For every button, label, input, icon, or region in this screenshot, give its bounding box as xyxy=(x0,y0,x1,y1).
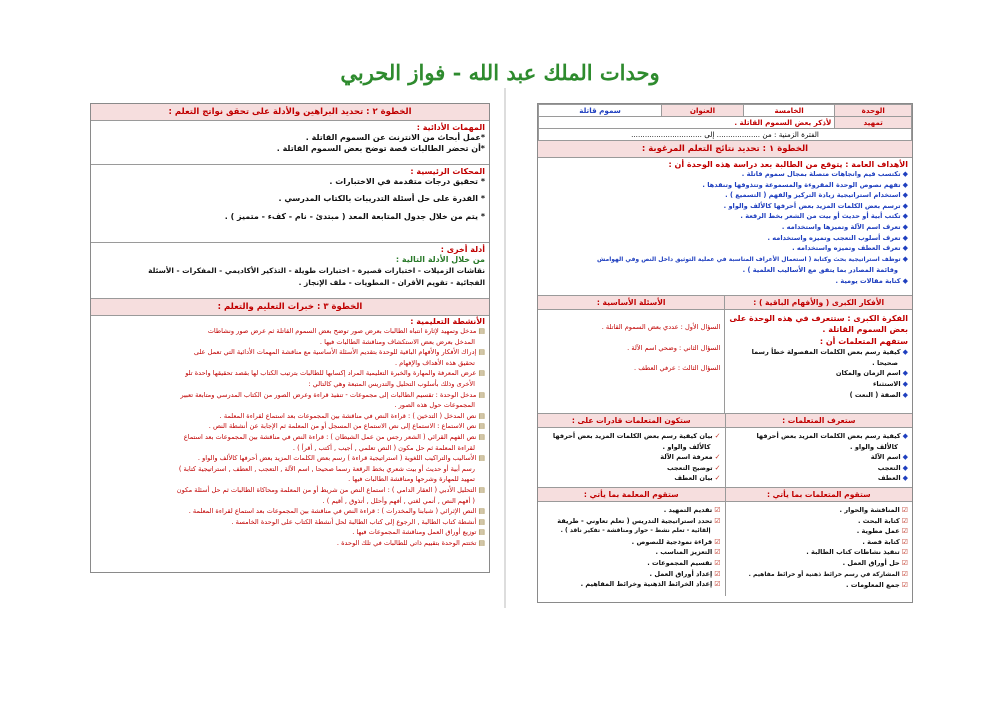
book-icon: ▤ xyxy=(478,517,485,526)
other-item: الفجائية - تقويم الأقران - المطويات - ملف الإنجاز . xyxy=(298,277,485,287)
checkbox-icon: ☑ xyxy=(714,569,721,578)
checkbox-icon: ☑ xyxy=(901,527,908,536)
left-page-panel xyxy=(90,103,490,573)
activity-line: المدخل بعرض بعض الاستكشاف ومناقشة الطالبات فيها . xyxy=(319,337,475,346)
title-label: العنوان xyxy=(662,105,744,117)
activity-line: تحقيق هذه الأهداف والإفهام . xyxy=(394,358,475,367)
student-task: ☑حل أوراق العمل . xyxy=(842,558,908,567)
diamond-icon: ◆ xyxy=(902,348,908,357)
page-title: وحدات الملك عبد الله - فواز الحربي xyxy=(340,60,660,85)
book-icon: ▤ xyxy=(478,348,485,357)
diamond-icon: ◆ xyxy=(902,191,908,200)
student-task: ☑المشاركة في رسم خرائط ذهنية أو خرائط مفاهيم . xyxy=(748,569,908,578)
essential-questions-header: الأسئلة الأساسية : xyxy=(538,296,724,310)
other-header: أدلة أخرى : xyxy=(440,245,485,254)
goal-item: ◆تعرف أسلوب التعجب وتميزه واستخدامه . xyxy=(767,233,908,242)
intro-label: تمهيد xyxy=(835,117,912,129)
activity-line: ▤أنشطة كتاب الطالبة , الرجوع إلى كتاب الطالبة لحل أنشطة الكتاب على الوحدة الخامسة . xyxy=(231,517,485,526)
title-value: سموم قاتلة xyxy=(539,105,662,117)
page-fold-divider xyxy=(504,88,506,608)
step3-header: الخطوة ٣ : خبرات التعليم والتعلم : xyxy=(91,299,489,316)
diamond-icon: ◆ xyxy=(902,276,908,285)
big-idea-title: الفكرة الكبرى : ستتعرف في هذه الوحدة على xyxy=(729,314,908,323)
checkbox-icon: ☑ xyxy=(901,558,908,567)
other-item: نقاشات الزميلات - اختبارات قصيرة - اختبارات طويلة - التذكير الأكاديمي - المفكرات - الأسئلة xyxy=(148,266,485,276)
able-item: ✓معرفة اسم الآلة xyxy=(660,453,721,462)
unit-label: الوحدة xyxy=(835,105,912,117)
book-icon: ▤ xyxy=(478,485,485,494)
activity-line: ▤نص الاستماع : الاستماع إلى نص الاستماع من المسجل أو من المعلمة ثم الإجابة عن أنشطة النص . xyxy=(208,422,485,431)
teacher-task: ☑تحدد استراتيجية التدريس ( تعلم تعاوني - طريقة xyxy=(557,516,721,525)
perf-item: *عمل أبحاث من الانترنت عن السموم القاتلة . xyxy=(305,133,485,142)
teacher-task: ☑إعداد أوراق العمل . xyxy=(649,569,721,578)
checkbox-icon: ☑ xyxy=(714,580,721,589)
book-icon: ▤ xyxy=(478,538,485,547)
intro-value: لأذكر بعض السموم القاتلة . xyxy=(539,117,835,129)
book-icon: ▤ xyxy=(478,327,485,335)
know-header: ستعرف المتعلمات : xyxy=(726,414,913,428)
will-do-row xyxy=(538,488,912,596)
checkbox-icon: ☑ xyxy=(901,548,908,557)
learn-item: ◆الصفة ( النعت ) xyxy=(849,390,908,399)
activity-line: المجموعات حول هذه الصور . xyxy=(394,401,475,410)
activity-line: ▤التحليل الأدبي ( العقار الدامي ) : استماع النص من شريط أو من المعلمة ومحاكاة الطالبات ثم حل أسئلة مكون xyxy=(176,485,485,494)
diamond-icon: ◆ xyxy=(902,201,908,210)
checkbox-icon: ☑ xyxy=(901,537,908,546)
step2-header: الخطوة ٢ : تحديد البراهين والأدلة على تحقق نواتج التعلم : xyxy=(91,104,489,121)
checkbox-icon: ☑ xyxy=(714,516,721,525)
checkbox-icon: ☑ xyxy=(714,548,721,557)
goals-header: الأهداف العامة : يتوقع من الطالبة بعد دراسة هذه الوحدة أن : xyxy=(668,160,908,169)
book-icon: ▤ xyxy=(478,411,485,420)
able-header: ستكون المتعلمات قادرات على : xyxy=(538,414,725,428)
checkbox-icon: ☑ xyxy=(901,506,908,514)
crit-header: المحكات الرئيسية : xyxy=(410,167,485,176)
crit-item: * يتم من خلال جدول المتابعة المعد ( مبتدئ - نام - كفء - متميز ) . xyxy=(224,211,485,221)
student-task: ☑جمع المعلومات . xyxy=(846,581,908,590)
know-item: ◆التعجب xyxy=(877,463,908,472)
learn-item: ◆الاستثناء xyxy=(873,380,908,388)
know-item: ◆كيفية رسم بعض الكلمات المزيد بعض أحرفها xyxy=(756,432,908,440)
book-icon: ▤ xyxy=(478,528,485,537)
crit-item: * القدرة على حل أسئلة التدريبات بالكتاب المدرسي . xyxy=(278,194,485,204)
able-item: ✓بيان العطف xyxy=(674,474,721,483)
big-ideas-header: الأفكار الكبرى ( والأفهام الباقية ) : xyxy=(725,296,912,310)
teacher-task: ☑التعزيز المناسب . xyxy=(655,548,721,557)
know-item: ◆اسم الآلة xyxy=(870,453,908,462)
student-task: ☑تنفيذ نشاطات كتاب الطالبة . xyxy=(806,548,908,557)
teacher-will-header: ستقوم المعلمة بما يأتي : xyxy=(538,488,725,502)
big-ideas-column xyxy=(725,296,912,413)
diamond-icon: ◆ xyxy=(902,222,908,231)
other-sub: من خلال الأدلة التالية : xyxy=(395,255,485,264)
student-task: ☑كتابة قصة . xyxy=(862,537,908,546)
activity-line: ▤النص الإثرائي ( شبابنا والمخدرات ) : قراءة النص في مناقشة بين المجموعات بعد استماع لقراءة المعلمة . xyxy=(188,507,485,516)
right-page-panel xyxy=(537,103,913,603)
activity-line: ▤عرض المعرفة والمهارة والخبرة التعليمية المراد إكسابها للطالبات بترتيب الكتاب لها بقصد تحقيقها واحدة تلو xyxy=(185,369,485,378)
learning-activities xyxy=(91,316,489,550)
ideas-questions-row xyxy=(538,296,912,414)
learn-item: صحيحا . xyxy=(872,358,898,367)
step1-header: الخطوة ١ : تحديد نتائج التعلم المرغوبة : xyxy=(538,141,912,158)
book-icon: ▤ xyxy=(478,369,485,378)
activity-line: ▤تختتم الوحدة بتقييم ذاتي للطالبات في تلك الوحدة . xyxy=(336,538,485,547)
goal-item: ◆تعرف اسم الآلة وتميزها واستخدامه . xyxy=(781,222,908,231)
book-icon: ▤ xyxy=(478,432,485,441)
teacher-task: إلقائية - تعلم نشط - حوار ومناقشة - تفكير ناقد ) . xyxy=(560,527,711,535)
question-item: السؤال الأول : عددي بعض السموم القاتلة . xyxy=(601,323,721,331)
unit-value: الخامسة xyxy=(743,105,835,117)
check-icon: ✓ xyxy=(714,474,721,483)
book-icon: ▤ xyxy=(478,390,485,399)
diamond-icon: ◆ xyxy=(902,432,908,440)
activity-line: ( أفهم النص , أنمي لغتي , أفهم وأحلل , أتذوق , أقيم ) . xyxy=(322,496,475,505)
book-icon: ▤ xyxy=(478,422,485,431)
able-item: ✓توضيح التعجب xyxy=(667,463,721,472)
activity-line: ▤الأساليب والتراكيب اللغوية ( استراتيجية قراءة ) رسم بعض الكلمات المزيد بعض أحرفها كالألف والواو . xyxy=(197,454,485,463)
know-column xyxy=(726,414,913,487)
crit-item: * تحقيق درجات متقدمة في الاختبارات . xyxy=(329,177,485,186)
performance-tasks xyxy=(91,121,489,165)
main-criteria xyxy=(91,165,489,243)
goal-item: ◆كتابة مقالات يومية . xyxy=(835,276,908,285)
goal-item: ◆تكتب أبية أو حديث أو بيت من الشعر بخط الرقعة . xyxy=(740,212,908,221)
diamond-icon: ◆ xyxy=(902,244,908,253)
know-item: كالألف والواو . xyxy=(850,442,898,451)
diamond-icon: ◆ xyxy=(902,254,908,263)
students-will-header: ستقوم المتعلمات بما يأتي : xyxy=(726,488,913,502)
diamond-icon: ◆ xyxy=(902,233,908,242)
book-icon: ▤ xyxy=(478,507,485,516)
acts-header: الأنشطة التعليمية : xyxy=(410,317,485,326)
goal-item: ◆توظف استراتيجية بحث وكتابة ( استعمال الأعراف المناسبة في عملية التوثيق داخل النص وفي الهوامش xyxy=(597,254,908,263)
diamond-icon: ◆ xyxy=(902,463,908,472)
activity-line: ▤نص المدخل ( التدخين ) : قراءة النص في مناقشة بين المجموعات بعد استماع لقراءة المعلمة . xyxy=(219,411,485,420)
unit-info-table xyxy=(538,104,912,141)
diamond-icon: ◆ xyxy=(902,180,908,189)
teacher-task: ☑قراءة نموذجية للنصوص . xyxy=(631,537,721,546)
checkbox-icon: ☑ xyxy=(901,581,908,590)
question-item: السؤال الثاني : وضحي اسم الآلة . xyxy=(627,343,721,352)
general-goals xyxy=(538,158,912,296)
activity-line: ▤نص الفهم القرائي ( الشعر رجس من عمل الشيطان ) : قراءة النص في مناقشة بين المجموعات بعد استماع xyxy=(183,432,485,441)
question-item: السؤال الثالث : عرفي العطف . xyxy=(634,364,721,373)
student-task: ☑عمل مطوية . xyxy=(856,527,908,536)
goal-item: ◆ترسم بعض الكلمات المزيد بعض أحرفها كالألف والواو . xyxy=(723,201,908,210)
perf-header: المهمات الأدائية : xyxy=(416,123,485,132)
check-icon: ✓ xyxy=(714,432,721,440)
goal-item: وقائمة المصادر بما يتفق مع الأساليب العلمية ) . xyxy=(742,266,898,275)
activity-line: الأخرى وذلك بأسلوب التحليل والتدريس المتبعة وهي كالتالي : xyxy=(308,379,475,388)
goal-item: ◆استخدام استراتيجية زيادة التركيز والفهم ( التسميع ) . xyxy=(725,191,908,200)
check-icon: ✓ xyxy=(714,453,721,462)
diamond-icon: ◆ xyxy=(902,390,908,399)
diamond-icon: ◆ xyxy=(902,474,908,483)
able-item: كالألف والواو . xyxy=(662,442,711,451)
learn-header: ستفهم المتعلمات أن : xyxy=(819,336,908,346)
checkbox-icon: ☑ xyxy=(714,558,721,567)
able-column xyxy=(538,414,726,487)
checkbox-icon: ☑ xyxy=(901,516,908,525)
teacher-task: ☑تقديم التمهيد . xyxy=(663,506,721,514)
other-evidence xyxy=(91,243,489,299)
activity-line: لقراءة المعلمة ثم حل مكون ( النص تعلمي , أجيب , أكتب , أقرأ ) . xyxy=(292,443,475,452)
activity-line: رسم أبية أو حديث أو بيت شعري بخط الرقعة رسما صحيحا , اسم الآلة , التعجب , العطف , استراتيجية كتابة ) xyxy=(178,464,475,473)
diamond-icon: ◆ xyxy=(902,369,908,378)
know-item: ◆العطف xyxy=(877,474,908,483)
learn-item: ◆اسم الزمان والمكان xyxy=(835,369,908,378)
goal-item: ◆تفهم نصوص الوحدة المقروءة والمسموعة وتتذوقها وتنقدها . xyxy=(702,180,908,189)
student-task: ☑المناقشة والحوار . xyxy=(839,506,908,514)
activity-line: ▤إدراك الأفكار والأفهام الباقية للوحدة بتقديم الأسئلة الأساسية مع مناقشة المهمات الأدائية التي تعمل على xyxy=(193,348,485,357)
learn-item: ◆كيفية رسم بعض الكلمات المفصولة خطأ رسما xyxy=(751,348,908,357)
big-idea-text: بعض السموم القاتلة . xyxy=(822,325,908,335)
able-item: ✓بيان كيفية رسم بعض الكلمات المزيد بعض أحرفها xyxy=(552,432,721,440)
teacher-will-column xyxy=(538,488,726,596)
goal-item: ◆تكتسب قيم واتجاهات متصلة بمجال سموم قاتلة . xyxy=(741,170,908,178)
book-icon: ▤ xyxy=(478,454,485,463)
activity-line: ▤مدخل وتمهيد لإثارة انتباه الطالبات بعرض صور توضح بعض السموم القاتلة ثم عرض صور ونشاطات xyxy=(207,327,485,335)
teacher-task: ☑تقسيم المجموعات . xyxy=(647,558,721,567)
diamond-icon: ◆ xyxy=(902,453,908,462)
time-period: الفترة الزمنية : من ................... إلى ............................... xyxy=(539,129,912,141)
diamond-icon: ◆ xyxy=(902,212,908,221)
know-able-row xyxy=(538,414,912,488)
teacher-task: ☑إعداد الخرائط الذهنية وخرائط المفاهيم . xyxy=(580,580,721,589)
activity-line: ▤توزيع أوراق العمل ومناقشة المجموعات فيها . xyxy=(352,528,485,537)
checkbox-icon: ☑ xyxy=(714,506,721,514)
checkbox-icon: ☑ xyxy=(714,537,721,546)
student-task: ☑كتابة البحث . xyxy=(857,516,908,525)
activity-line: ▤مدخل الوحدة : تقسيم الطالبات إلى مجموعات - تنفيذ قراءة وعرض الصور من الكتاب المدرسي ومتابعة تعبير xyxy=(180,390,485,399)
check-icon: ✓ xyxy=(714,463,721,472)
perf-item: *أن تحضر الطالبات قصة توضح بعض السموم القاتلة . xyxy=(276,144,485,154)
goal-item: ◆تعرف العطف وتميزه واستخدامه . xyxy=(792,244,908,253)
diamond-icon: ◆ xyxy=(902,380,908,388)
students-will-column xyxy=(726,488,913,596)
essential-questions-column xyxy=(538,296,725,413)
diamond-icon: ◆ xyxy=(902,170,908,178)
activity-line: تمهيد للمهارة وشرحها ومناقشة الطالبات فيها . xyxy=(348,475,475,484)
checkbox-icon: ☑ xyxy=(901,569,908,578)
